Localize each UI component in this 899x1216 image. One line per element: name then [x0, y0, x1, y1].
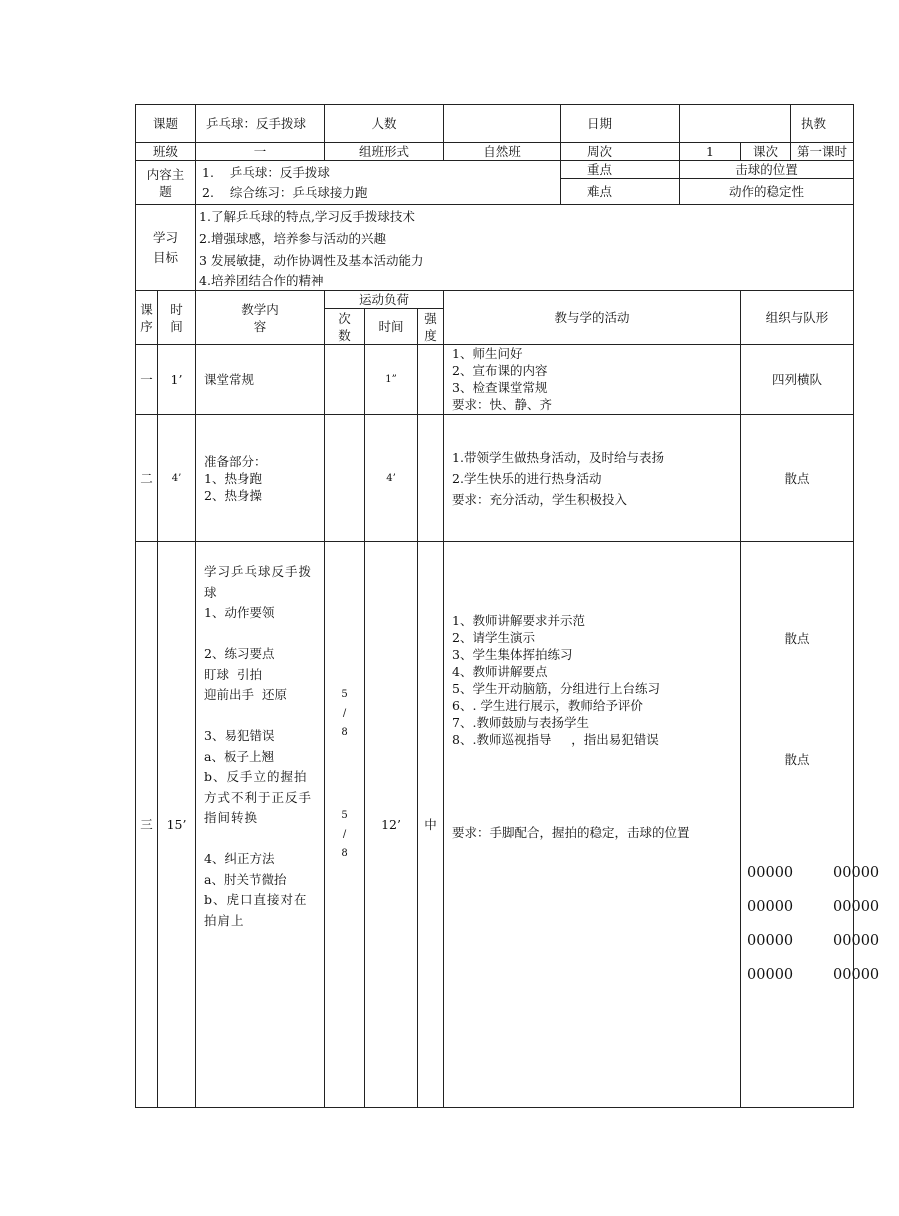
activity-item: 1、师生问好 — [452, 346, 523, 361]
col-count-header: 次数 — [325, 309, 365, 345]
row-load-time: 12’ — [365, 542, 418, 1108]
row-formation: 四列横队 — [741, 345, 854, 415]
activity-item: 3、学生集体挥拍练习 — [452, 647, 573, 662]
activity-item: 7、.教师鼓励与表扬学生 — [452, 715, 589, 730]
goal-item: 1.了解乒乓球的特点,学习反手拨球技术 — [199, 208, 415, 224]
date-value — [680, 105, 791, 143]
content-line: 3、易犯错误 — [204, 728, 275, 743]
people-value — [444, 105, 561, 143]
col-load-header: 运动负荷 — [325, 291, 444, 309]
col-activity-header: 教与学的活动 — [444, 291, 741, 345]
content-line: 盯球 引拍 — [204, 666, 262, 682]
formation-grid-cell: 00000 — [747, 899, 794, 915]
activity-requirement: 要求：手脚配合，握拍的稳定，击球的位置 — [452, 825, 690, 840]
content-item: 2. 综合练习：乒乓球接力跑 — [202, 184, 368, 200]
formation-grid — [747, 864, 880, 984]
org-label: 组班形式 — [325, 143, 444, 161]
goal-item: 4.培养团结合作的精神 — [199, 272, 324, 288]
row-activity — [444, 542, 741, 1108]
col-order-header: 课序 — [136, 291, 158, 345]
row-time: 15’ — [158, 542, 196, 1108]
lesson-plan-table — [135, 104, 880, 1108]
row-count — [325, 415, 365, 542]
activity-item: 2、宣布课的内容 — [452, 363, 548, 378]
goals-label: 学习目标 — [136, 205, 196, 291]
col-content-header: 教学内容 — [196, 291, 325, 345]
activity-item: 4、教师讲解要点 — [452, 664, 548, 679]
content-line: 4、纠正方法 — [204, 851, 275, 866]
formation-grid-cell: 00000 — [833, 899, 880, 915]
row-content: 课堂常规 — [196, 345, 325, 415]
row-content — [196, 542, 325, 1108]
row-time: 4’ — [158, 415, 196, 542]
content-line: 2、热身操 — [204, 487, 262, 503]
table-row — [136, 415, 854, 542]
formation-grid-cell: 00000 — [833, 865, 880, 881]
formation-label: 散点 — [784, 752, 810, 767]
content-line: a、肘关节微抬 — [204, 871, 287, 887]
col-time-header: 时间 — [158, 291, 196, 345]
formation-grid-cell: 00000 — [747, 933, 794, 949]
activity-item: 1.带领学生做热身活动，及时给与表扬 — [452, 449, 664, 465]
goal-item: 3 发展敏捷，动作协调性及基本活动能力 — [199, 252, 424, 268]
content-line — [204, 624, 318, 645]
goals-list — [196, 205, 854, 291]
content-line: b、反手立的握拍方式不利于正反手指间转换 — [204, 769, 313, 825]
date-label: 日期 — [561, 105, 680, 143]
table-row — [136, 542, 854, 1108]
row-content — [196, 415, 325, 542]
difficulty-value: 动作的稳定性 — [680, 179, 854, 205]
col-load-time-header: 时间 — [365, 309, 418, 345]
row-intensity: 中 — [418, 542, 444, 1108]
formation-grid-cell: 00000 — [833, 933, 880, 949]
activity-item: 8、.教师巡视指导 ，指出易犯错误 — [452, 732, 659, 747]
content-line — [204, 706, 318, 727]
teacher-label: 执教 — [791, 105, 854, 143]
activity-item: 3、检查课堂常规 — [452, 380, 548, 395]
content-line: 2、练习要点 — [204, 646, 275, 661]
col-formation-header: 组织与队形 — [741, 291, 854, 345]
topic-value: 乒乓球：反手拨球 — [196, 105, 325, 143]
row-formation: 散点 — [741, 415, 854, 542]
key-point-label: 重点 — [561, 161, 680, 179]
row-order: 二 — [136, 415, 158, 542]
lesson-label: 课次 — [741, 143, 791, 161]
activity-item: 5、学生开动脑筋，分组进行上台练习 — [452, 681, 660, 696]
col-intensity-header: 强度 — [418, 309, 444, 345]
goal-item: 2.增强球感，培养参与活动的兴趣 — [199, 230, 386, 246]
week-value: 1 — [680, 143, 741, 161]
formation-grid-cell: 00000 — [747, 865, 794, 881]
row-formation — [741, 542, 880, 1108]
row-intensity — [418, 345, 444, 415]
content-line: a、板子上翘 — [204, 748, 274, 764]
key-point-value: 击球的位置 — [680, 161, 854, 179]
content-line: 迎前出手 还原 — [204, 687, 287, 702]
activity-item: 要求：充分活动，学生积极投入 — [452, 491, 628, 507]
activity-item: 6、. 学生进行展示，教师给予评价 — [452, 698, 643, 713]
formation-grid-cell: 00000 — [747, 967, 794, 983]
week-label: 周次 — [561, 143, 680, 161]
activity-item: 2、请学生演示 — [452, 630, 535, 645]
content-line — [204, 829, 318, 850]
difficulty-label: 难点 — [561, 179, 680, 205]
topic-label: 课题 — [136, 105, 196, 143]
row-load-time: 1” — [365, 345, 418, 415]
activity-item: 1、教师讲解要求并示范 — [452, 613, 585, 628]
org-value: 自然班 — [444, 143, 561, 161]
row-count: 5 / 8 5 / 8 — [325, 542, 365, 1108]
class-label: 班级 — [136, 143, 196, 161]
content-line: b、虎口直接对在拍肩上 — [204, 892, 308, 928]
activity-item: 要求：快、静、齐 — [452, 397, 553, 412]
formation-label: 散点 — [784, 631, 810, 646]
table-row — [136, 345, 854, 415]
row-load-time: 4’ — [365, 415, 418, 542]
class-value: 一 — [196, 143, 325, 161]
content-items — [196, 161, 561, 205]
row-activity — [444, 345, 741, 415]
row-activity — [444, 415, 741, 542]
formation-grid-cell: 00000 — [833, 967, 880, 983]
content-line: 学习乒乓球反手拨球 — [204, 564, 313, 600]
row-intensity — [418, 415, 444, 542]
people-label: 人数 — [325, 105, 444, 143]
row-time: 1’ — [158, 345, 196, 415]
lesson-value: 第一课时 — [791, 143, 854, 161]
activity-item: 2.学生快乐的进行热身活动 — [452, 470, 602, 486]
content-line: 1、热身跑 — [204, 470, 262, 486]
content-line: 1、动作要领 — [204, 605, 275, 620]
content-theme-label: 内容主题 — [136, 161, 196, 205]
content-line: 准备部分： — [204, 453, 267, 469]
row-order: 三 — [136, 542, 158, 1108]
row-order: 一 — [136, 345, 158, 415]
content-item: 1. 乒乓球：反手拨球 — [202, 164, 330, 180]
row-count — [325, 345, 365, 415]
